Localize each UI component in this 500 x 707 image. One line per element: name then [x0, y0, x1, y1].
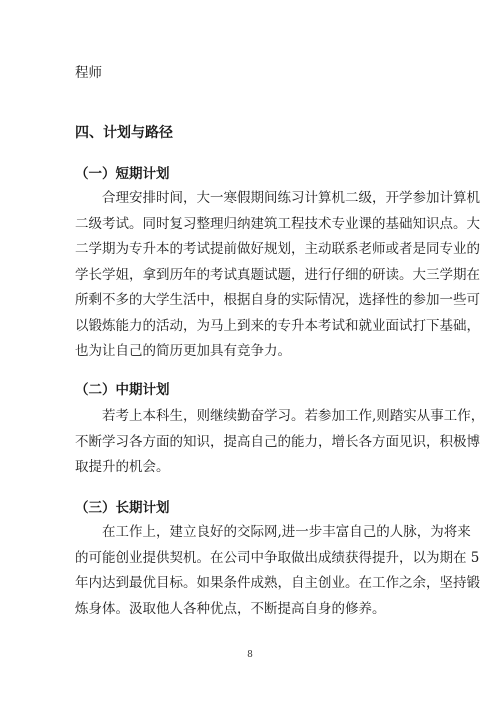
mid-term-paragraph [75, 404, 485, 481]
paragraph-line: 取提升的机会。 [75, 459, 170, 475]
paragraph-line: 学长学姐，拿到历年的考试真题试题，进行仔细的研读。大三学期在 [75, 266, 480, 283]
paragraph-line: 以锻炼能力的活动，为马上到来的专升本考试和就业面试打下基础， [75, 317, 480, 334]
carry-over-text: 程师 [75, 65, 102, 81]
paragraph-line: 也为让自己的简历更加具有竞争力。 [75, 343, 291, 359]
short-term-heading: （一）短期计划 [75, 166, 170, 182]
page-number: 8 [247, 650, 253, 660]
paragraph-line: 年内达到最优目标。如果条件成熟，自主创业。在工作之余，坚持锻 [75, 575, 480, 591]
paragraph-line: 的可能创业提供契机。在公司中争取做出成绩获得提升，以为期在 5 [75, 549, 480, 566]
long-term-paragraph [75, 520, 480, 622]
paragraph-line: 在工作上，建立良好的交际网,进一步丰富自己的人脉，为将来 [102, 524, 471, 540]
paragraph-line: 若考上本科生，则继续勤奋学习。若参加工作,则踏实从事工作， [102, 408, 485, 424]
paragraph-line: 二级考试。同时复习整理归纳建筑工程技术专业课的基础知识点。大 [75, 215, 480, 232]
paragraph-line: 所剩不多的大学生活中，根据自身的实际情况，选择性的参加一些可 [75, 292, 480, 308]
paragraph-line: 二学期为专升本的考试提前做好规划，主动联系老师或者是同专业的 [75, 241, 480, 257]
short-term-paragraph [75, 186, 480, 365]
long-term-heading: （三）长期计划 [75, 500, 170, 516]
mid-term-heading: （二）中期计划 [75, 382, 170, 398]
paragraph-line: 炼身体。汲取他人各种优点，不断提高自身的修养。 [75, 600, 386, 617]
section-heading: 四、计划与路径 [75, 125, 173, 141]
paragraph-line: 不断学习各方面的知识，提高自己的能力，增长各方面见识，积极博 [75, 433, 480, 450]
paragraph-line: 合理安排时间，大一寒假期间练习计算机二级，开学参加计算机 [102, 190, 480, 206]
